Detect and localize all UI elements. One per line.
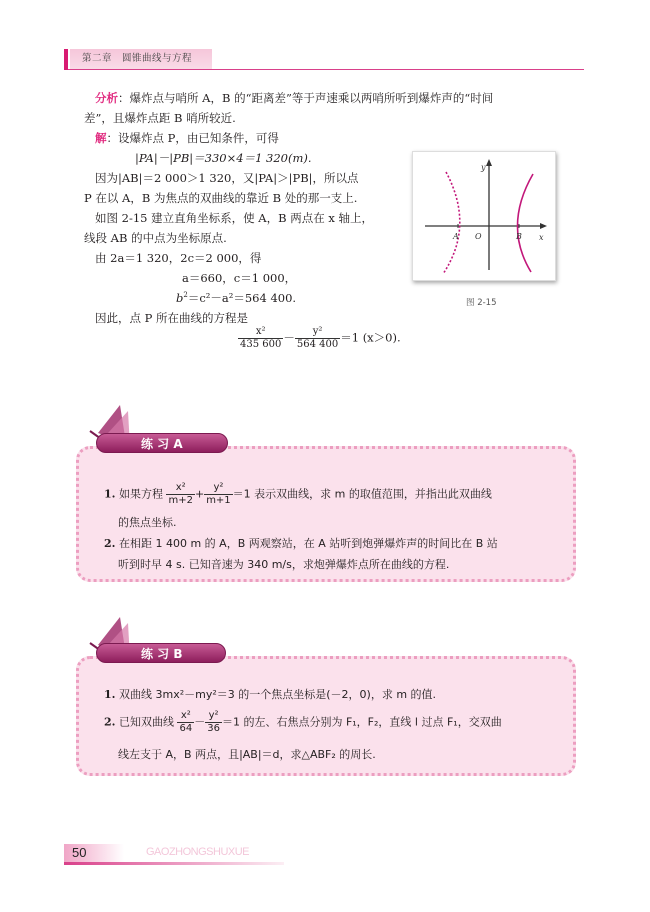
therefore-line: 因此，点 P 所在曲线的方程是 (95, 311, 249, 325)
exercise-a-q2: 2. 在相距 1 400 m 的 A，B 两观察站，在 A 站听到炮弹爆炸声的时间比在 B 站 (104, 537, 498, 550)
label-x: x (539, 233, 544, 242)
coord-line-1: 如图 2-15 建立直角坐标系，使 A，B 两点在 x 轴上， (95, 211, 374, 225)
footer-rule (64, 862, 284, 865)
exercise-b-q1: 1. 双曲线 3mx²－my²＝3 的一个焦点坐标是(－2，0)，求 m 的值. (104, 688, 437, 701)
coord-line-2: 线段 AB 的中点为坐标原点. (84, 231, 227, 245)
final-equation: $\frac{\text{x²}}{435 600}$ － $\frac{\text{y²}}{564 400}$ ＝1 (x＞0). (240, 326, 401, 350)
label-B: B (516, 232, 522, 241)
chapter-title: 第二章 圆锥曲线与方程 (70, 49, 212, 69)
exercise-b-badge: 练 习 B (96, 643, 226, 663)
figure-hyperbola (412, 151, 556, 281)
label-y: y (481, 163, 486, 172)
because-line: 因为|AB|＝2 000＞1 320，又|PA|＞|PB|，所以点 (95, 171, 359, 185)
exercise-a-q1-line2: 的焦点坐标. (118, 516, 177, 529)
exercise-b-q2: 2. 已知双曲线 $\frac{\text{x²}}{64}$ － $\frac{\text{y²}}{36}$ ＝1 的左、右焦点分别为 F₁，F₂，直线 l 过点 F₁，交双曲 (104, 710, 502, 734)
page-footer (64, 844, 284, 864)
exercise-a-q2-line2: 听到时早 4 s. 已知音速为 340 m/s，求炮弹爆炸点所在曲线的方程. (118, 558, 450, 571)
chapter-header (64, 49, 584, 70)
header-accent-bar (64, 49, 68, 70)
label-O: O (475, 232, 482, 241)
fraction-x: $\frac{\text{x²}}{435 600}$ (240, 326, 282, 350)
figure-caption: 图 2-15 (466, 298, 497, 308)
analysis-label: 分析 (95, 91, 118, 105)
analysis-line-2: 差”，且爆炸点距 B 哨所较近. (84, 111, 236, 125)
page-number: 50 (64, 844, 124, 862)
solve-label: 解 (95, 131, 107, 145)
analysis-line-1: 分析：爆炸点与哨所 A，B 的“距离差”等于声速乘以两哨所听到爆炸声的“时间 (95, 91, 494, 105)
equation-distance-diff: |PA|－|PB|＝330×4＝1 320(m). (135, 151, 312, 165)
branch-line: P 在以 A，B 为焦点的双曲线的靠近 B 处的那一支上. (84, 191, 358, 205)
label-A: A (453, 232, 459, 241)
hyperbola-graph (413, 152, 555, 280)
footer-brand: GAOZHONGSHUXUE (146, 846, 250, 858)
solve-line-1: 解：设爆炸点 P，由已知条件，可得 (95, 131, 279, 145)
from-line: 由 2a＝1 320，2c＝2 000，得 (95, 251, 262, 265)
exercise-a-badge: 练 习 A (96, 433, 228, 453)
equation-b-squared: $b^2=c^2-a^2=564$ 400. (176, 291, 297, 305)
exercise-a-q1: 1. 如果方程 $\frac{\text{x²}}{m+2}$ + $\frac{\text{y²}}{m+1}$ ＝1 表示双曲线，求 m 的取值范围，并指出此双曲线 (104, 482, 492, 506)
equation-a-c: a＝660，c＝1 000， (182, 271, 297, 285)
exercise-b-q2-line2: 线左支于 A，B 两点，且|AB|＝d，求△ABF₂ 的周长. (118, 748, 376, 761)
fraction-y: $\frac{\text{y²}}{564 400}$ (296, 326, 339, 350)
